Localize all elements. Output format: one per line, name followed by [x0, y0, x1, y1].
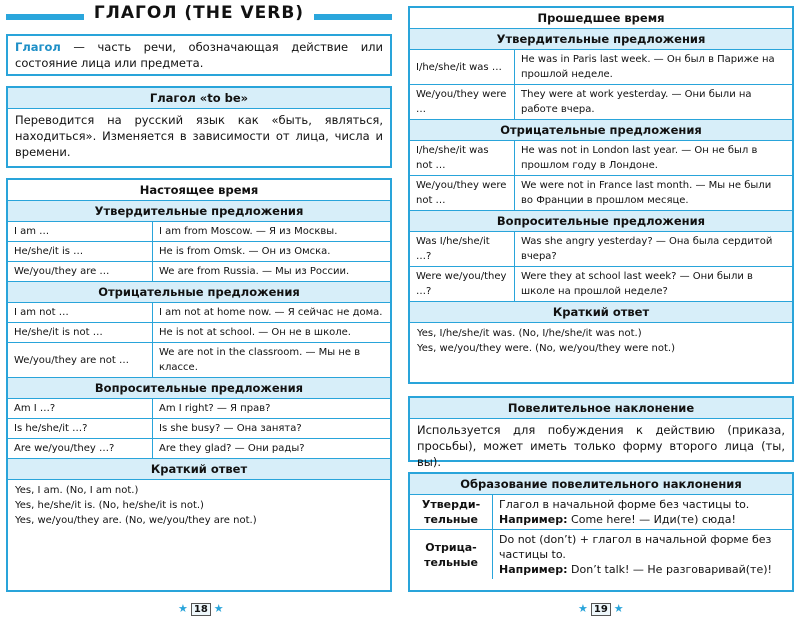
table-cell: I/he/she/it was … — [410, 50, 515, 85]
to-be-text: Переводится на русский язык как «быть, являться, находиться». Изменяется в зависимости от лица, числа и времени. — [15, 113, 383, 159]
present-q-table — [8, 399, 390, 458]
table-cell: Was she angry yesterday? — Она была сердитой вчера? — [515, 232, 793, 267]
table-row — [8, 242, 390, 262]
table-cell: We are from Russia. — Мы из России. — [159, 266, 350, 277]
page-number-right — [578, 602, 624, 616]
table-cell: We/you/they were … — [410, 85, 515, 120]
to-be-header: Глагол «to be» — [8, 88, 390, 109]
table-row — [8, 323, 390, 343]
definition-text: — часть речи, обозначающая действие или состояние лица или предмета. — [15, 40, 383, 70]
table-cell: He is from Omsk. — Он из Омска. — [153, 242, 391, 262]
table-cell: Was I/he/she/it …? — [410, 232, 515, 267]
table-cell: We were not in France last month. — Мы не были во Франции в прошлом месяце. — [521, 180, 772, 206]
present-affirm-table — [8, 222, 390, 281]
imperative-text: Используется для побуждения к действию (приказа, просьбы), может иметь только форму второго лица (ты, вы). — [417, 423, 785, 469]
title-line-right — [314, 14, 392, 20]
formation-neg-text: Do not (don’t) + глагол в начальной форме без частицы to. — [499, 533, 772, 561]
past-short-header: Краткий ответ — [410, 301, 792, 323]
table-cell: Are they glad? — Они рады? — [159, 443, 305, 454]
present-short-header: Краткий ответ — [8, 458, 390, 480]
example-label: Например: — [499, 563, 568, 576]
formation-affirm-example: Come here! — Иди(те) сюда! — [571, 513, 736, 526]
table-row — [8, 343, 390, 378]
example-label: Например: — [499, 513, 568, 526]
present-neg-table — [8, 303, 390, 377]
table-row — [410, 267, 792, 302]
table-cell: I am not … — [8, 303, 153, 323]
formation-neg-label: Отрица-тельные — [410, 530, 493, 580]
formation-neg-example: Don’t talk! — Не разговаривай(те)! — [571, 563, 772, 576]
past-affirm-header: Утвердительные предложения — [410, 29, 792, 50]
table-cell: We are not in the classroom. — Мы не в классе. — [159, 347, 361, 373]
past-tense-box — [408, 6, 794, 384]
table-row — [410, 176, 792, 211]
table-row — [8, 303, 390, 323]
imperative-formation-box — [408, 472, 794, 592]
definition-term: Глагол — [15, 40, 61, 54]
table-cell: We/you/they are not … — [8, 343, 153, 378]
past-neg-table — [410, 141, 792, 210]
present-header: Настоящее время — [8, 180, 390, 201]
page-number-value: 18 — [191, 603, 211, 616]
table-cell: Are we/you/they …? — [8, 439, 153, 459]
formation-affirm-text: Глагол в начальной форме без частицы to. — [499, 498, 750, 511]
present-short-answers — [8, 480, 390, 531]
page-number-left — [178, 602, 224, 616]
present-affirm-header: Утвердительные предложения — [8, 201, 390, 222]
to-be-box — [6, 86, 392, 168]
table-row — [8, 419, 390, 439]
short-answer-line: Yes, he/she/it is. (No, he/she/it is not.) — [15, 500, 204, 511]
table-cell: Is she busy? — Она занята? — [153, 419, 391, 439]
star-icon: ★ — [613, 602, 624, 615]
present-tense-box — [6, 178, 392, 592]
table-row — [410, 530, 792, 580]
table-cell: He is not at school. — Он не в школе. — [153, 323, 391, 343]
past-affirm-table — [410, 50, 792, 119]
table-cell: He/she/it is … — [8, 242, 153, 262]
table-row — [410, 85, 792, 120]
star-icon: ★ — [578, 602, 588, 615]
short-answer-line: Yes, I am. (No, I am not.) — [15, 485, 139, 496]
past-neg-header: Отрицательные предложения — [410, 119, 792, 141]
table-cell: We/you/they are … — [8, 262, 153, 282]
imperative-box — [408, 396, 794, 469]
formation-affirm-cell — [493, 495, 793, 530]
past-header: Прошедшее время — [410, 8, 792, 29]
table-row — [410, 141, 792, 176]
formation-affirm-label: Утверди-тельные — [410, 495, 493, 530]
short-answer-line: Yes, we/you/they are. (No, we/you/they are not.) — [15, 515, 257, 526]
table-row — [410, 50, 792, 85]
table-cell: Am I …? — [8, 399, 153, 419]
table-row — [8, 399, 390, 419]
imperative-header: Повелительное наклонение — [410, 398, 792, 419]
page-title: ГЛАГОЛ (THE VERB) — [93, 3, 305, 23]
title-bar — [6, 3, 392, 28]
table-cell: He/she/it is not … — [8, 323, 153, 343]
table-row — [410, 495, 792, 530]
table-row — [410, 232, 792, 267]
table-cell: Were they at school last week? — Они были в школе на прошлой неделе? — [521, 271, 753, 297]
table-cell: I/he/she/it was not … — [410, 141, 515, 176]
table-row — [8, 262, 390, 282]
table-cell: He was in Paris last week. — Он был в Париже на прошлой неделе. — [515, 50, 793, 85]
short-answer-line: Yes, I/he/she/it was. (No, I/he/she/it was not.) — [417, 328, 642, 339]
past-short-answers — [410, 323, 792, 359]
present-q-header: Вопросительные предложения — [8, 377, 390, 399]
table-cell: I am … — [8, 222, 153, 242]
table-cell: Were we/you/they …? — [410, 267, 515, 302]
formation-table — [410, 495, 792, 579]
table-cell: We/you/they were not … — [410, 176, 515, 211]
formation-header: Образование повелительного наклонения — [410, 474, 792, 495]
formation-neg-cell — [493, 530, 793, 580]
past-q-table — [410, 232, 792, 301]
definition-box — [6, 34, 392, 76]
table-row — [8, 222, 390, 242]
table-cell: I am from Moscow. — Я из Москвы. — [153, 222, 391, 242]
table-cell: Is he/she/it …? — [8, 419, 153, 439]
table-cell: He was not in London last year. — Он не был в прошлом году в Лондоне. — [515, 141, 793, 176]
page-number-value: 19 — [591, 603, 611, 616]
table-cell: Am I right? — Я прав? — [153, 399, 391, 419]
star-icon: ★ — [213, 602, 224, 615]
star-icon: ★ — [178, 602, 188, 615]
short-answer-line: Yes, we/you/they were. (No, we/you/they were not.) — [417, 343, 676, 354]
title-line-left — [6, 14, 84, 20]
table-cell: They were at work yesterday. — Они были на работе вчера. — [521, 89, 752, 115]
past-q-header: Вопросительные предложения — [410, 210, 792, 232]
table-cell: I am not at home now. — Я сейчас не дома. — [153, 303, 391, 323]
present-neg-header: Отрицательные предложения — [8, 281, 390, 303]
table-row — [8, 439, 390, 459]
